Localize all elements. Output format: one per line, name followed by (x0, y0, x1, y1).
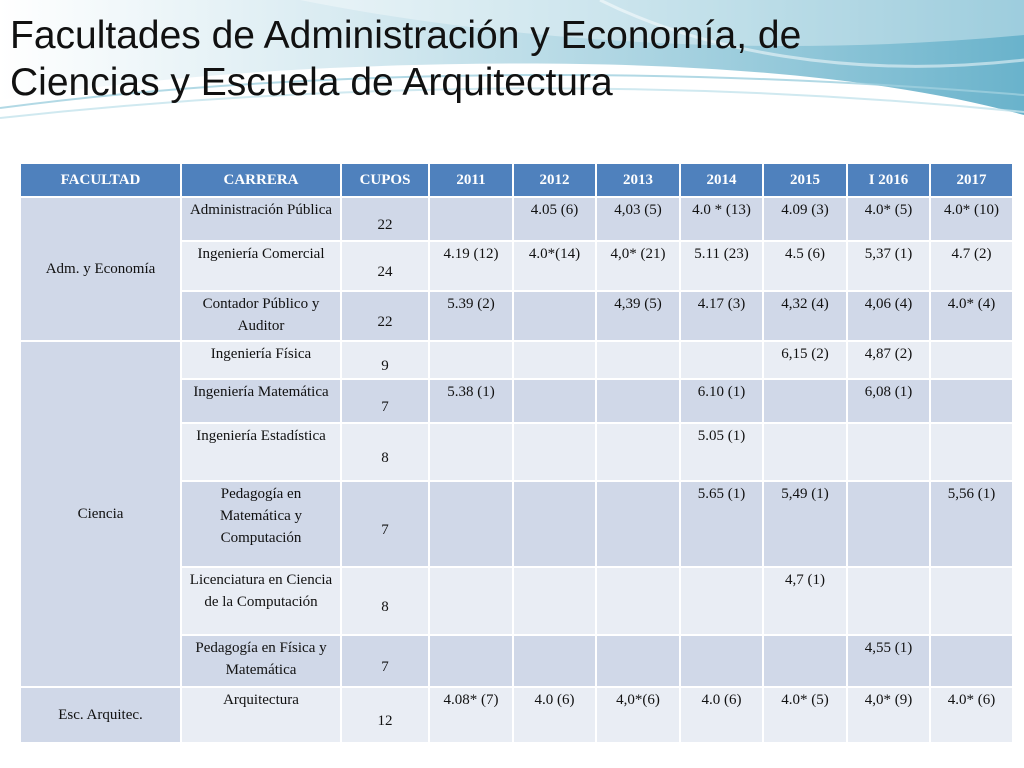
cupos-cell: 9 (341, 341, 429, 379)
score-cell (680, 635, 763, 687)
header-2015: 2015 (763, 163, 847, 197)
score-cell (513, 379, 596, 423)
cupos-cell: 7 (341, 481, 429, 567)
score-cell (680, 341, 763, 379)
score-cell: 4,0* (9) (847, 687, 930, 743)
header-2011: 2011 (429, 163, 513, 197)
score-cell (680, 567, 763, 635)
score-cell: 4,0* (21) (596, 241, 680, 291)
score-cell (930, 567, 1013, 635)
score-cell: 4.0* (5) (763, 687, 847, 743)
score-cell: 4.0* (6) (930, 687, 1013, 743)
score-cell: 4.0* (4) (930, 291, 1013, 341)
carrera-cell: Ingeniería Comercial (181, 241, 341, 291)
score-cell: 4,0*(6) (596, 687, 680, 743)
table-body (20, 197, 1013, 743)
score-cell (429, 481, 513, 567)
score-cell: 5.11 (23) (680, 241, 763, 291)
score-cell: 6,15 (2) (763, 341, 847, 379)
score-cell: 4.7 (2) (930, 241, 1013, 291)
score-cell: 4.08* (7) (429, 687, 513, 743)
cupos-cell: 7 (341, 379, 429, 423)
header-2016: I 2016 (847, 163, 930, 197)
slide-title (10, 12, 1010, 106)
score-cell: 4,39 (5) (596, 291, 680, 341)
score-cell: 6,08 (1) (847, 379, 930, 423)
score-cell (429, 567, 513, 635)
score-cell (596, 567, 680, 635)
score-cell: 5.65 (1) (680, 481, 763, 567)
score-cell (513, 481, 596, 567)
score-cell: 5.38 (1) (429, 379, 513, 423)
cupos-cell: 22 (341, 197, 429, 241)
score-cell: 4.5 (6) (763, 241, 847, 291)
score-cell: 4.19 (12) (429, 241, 513, 291)
score-cell (596, 481, 680, 567)
cupos-cell: 8 (341, 567, 429, 635)
score-cell (596, 423, 680, 481)
score-cell: 4.0* (5) (847, 197, 930, 241)
cupos-cell: 22 (341, 291, 429, 341)
score-cell (596, 635, 680, 687)
table-header-row (20, 163, 1013, 197)
score-cell: 4.0 (6) (680, 687, 763, 743)
table-row (20, 341, 1013, 379)
score-cell (847, 423, 930, 481)
score-cell: 4.0 (6) (513, 687, 596, 743)
score-cell: 5,56 (1) (930, 481, 1013, 567)
score-cell: 4,03 (5) (596, 197, 680, 241)
carrera-cell: Ingeniería Física (181, 341, 341, 379)
carrera-cell: Contador Público y Auditor (181, 291, 341, 341)
cupos-cell: 8 (341, 423, 429, 481)
score-cell: 4,06 (4) (847, 291, 930, 341)
table-row (20, 197, 1013, 241)
score-cell (596, 379, 680, 423)
carrera-cell: Ingeniería Estadística (181, 423, 341, 481)
table-row (20, 687, 1013, 743)
score-cell: 4.05 (6) (513, 197, 596, 241)
score-cell: 4,32 (4) (763, 291, 847, 341)
facultad-cell: Esc. Arquitec. (20, 687, 181, 743)
cupos-cell: 24 (341, 241, 429, 291)
carrera-cell: Pedagogía en Matemática y Computación (181, 481, 341, 567)
header-2012: 2012 (513, 163, 596, 197)
score-cell: 4.09 (3) (763, 197, 847, 241)
score-cell (930, 635, 1013, 687)
cupos-cell: 7 (341, 635, 429, 687)
score-cell: 5,49 (1) (763, 481, 847, 567)
score-cell (847, 567, 930, 635)
score-cell: 4,7 (1) (763, 567, 847, 635)
score-cell (429, 635, 513, 687)
cupos-cell: 12 (341, 687, 429, 743)
header-carrera: CARRERA (181, 163, 341, 197)
score-cell (847, 481, 930, 567)
score-cell: 5.05 (1) (680, 423, 763, 481)
score-cell (763, 379, 847, 423)
carrera-cell: Ingeniería Matemática (181, 379, 341, 423)
header-facultad: FACULTAD (20, 163, 181, 197)
header-2014: 2014 (680, 163, 763, 197)
admissions-table (19, 162, 1014, 744)
header-cupos: CUPOS (341, 163, 429, 197)
score-cell (763, 423, 847, 481)
carrera-cell: Licenciatura en Ciencia de la Computación (181, 567, 341, 635)
slide-title-line-1: Facultades de Administración y Economía, de (10, 14, 802, 57)
score-cell (930, 423, 1013, 481)
score-cell: 4.17 (3) (680, 291, 763, 341)
score-cell: 5,37 (1) (847, 241, 930, 291)
score-cell (930, 379, 1013, 423)
score-cell (763, 635, 847, 687)
score-cell: 4.0*(14) (513, 241, 596, 291)
carrera-cell: Administración Pública (181, 197, 341, 241)
score-cell (429, 341, 513, 379)
facultad-cell: Adm. y Economía (20, 197, 181, 341)
score-cell: 4.0* (10) (930, 197, 1013, 241)
facultad-cell: Ciencia (20, 341, 181, 687)
score-cell: 4,87 (2) (847, 341, 930, 379)
score-cell (429, 423, 513, 481)
score-cell (513, 423, 596, 481)
carrera-cell: Pedagogía en Física y Matemática (181, 635, 341, 687)
slide-title-line-2: Ciencias y Escuela de Arquitectura (10, 61, 613, 104)
score-cell: 4.0 * (13) (680, 197, 763, 241)
score-cell: 4,55 (1) (847, 635, 930, 687)
score-cell (429, 197, 513, 241)
header-2013: 2013 (596, 163, 680, 197)
score-cell (513, 567, 596, 635)
header-2017: 2017 (930, 163, 1013, 197)
carrera-cell: Arquitectura (181, 687, 341, 743)
score-cell (930, 341, 1013, 379)
score-cell: 6.10 (1) (680, 379, 763, 423)
score-cell (513, 635, 596, 687)
score-cell: 5.39 (2) (429, 291, 513, 341)
score-cell (513, 341, 596, 379)
score-cell (596, 341, 680, 379)
score-cell (513, 291, 596, 341)
